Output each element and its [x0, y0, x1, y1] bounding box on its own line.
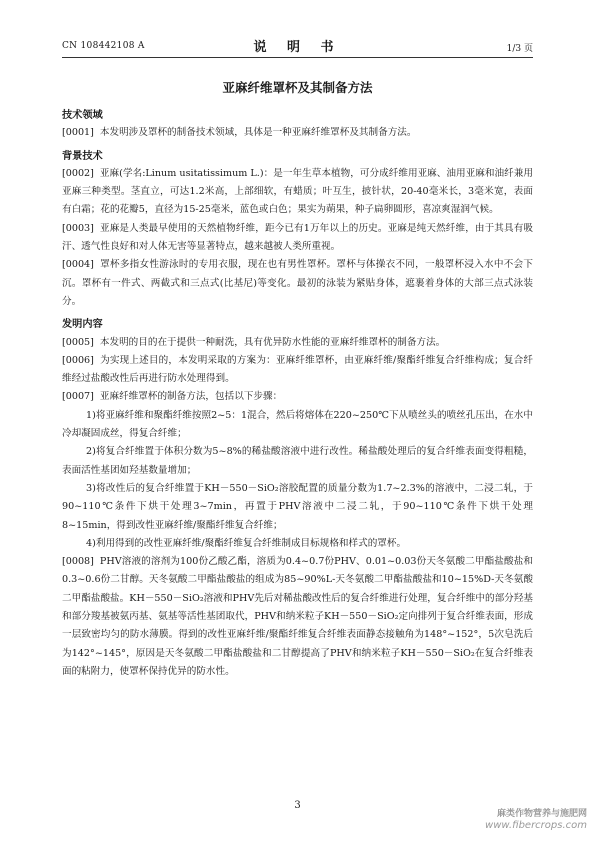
paragraph-0004 — [62, 256, 533, 311]
paragraph-tag: [0005] — [62, 336, 94, 348]
paragraph-tag: [0008] — [62, 556, 94, 568]
paragraph-0001 — [62, 124, 533, 142]
section-heading-invention: 发明内容 — [62, 318, 103, 331]
page-header — [62, 34, 533, 56]
paragraph-0006 — [62, 352, 533, 389]
paragraph-text: 亚麻是人类最早使用的天然植物纤维，距今已有1万年以上的历史。亚麻是纯天然纤维，由于其具有吸汗、透气性良好和对人体无害等显著特点，越来越被人类所重视。 — [62, 222, 533, 253]
paragraph-0005 — [62, 334, 533, 352]
paragraph-text: 本发明涉及罩杯的制备技术领域，具体是一种亚麻纤维罩杯及其制备方法。 — [99, 127, 417, 139]
page-count: 1/3 页 — [506, 44, 533, 54]
document-title: 亚麻纤维罩杯及其制备方法 — [222, 80, 373, 95]
paragraph-0002 — [62, 165, 533, 220]
paragraph-text: 亚麻(学名:Linum usitatissimum L.)：是一年生草本植物，可分成纤维用亚麻、油用亚麻和油纤兼用亚麻三种类型。茎直立，可达1.2米高，上部细软，有蜡质；叶互生，披针状，20-40毫米长，3毫米宽，表面有白霜；花的花瓣5，直径为15-25毫米，蓝色或白色；果实为蒴果，种子扁卵圆形，喜凉爽湿润气候。 — [62, 167, 533, 216]
site-watermark — [485, 808, 587, 832]
paragraph-tag: [0006] — [62, 354, 94, 366]
paragraph-tag: [0007] — [62, 391, 94, 403]
paragraph-text: 本发明的目的在于提供一种耐洗，具有优异防水性能的亚麻纤维罩杯的制备方法。 — [99, 336, 446, 348]
publication-number: CN 108442108 A — [62, 41, 145, 51]
paragraph-0003 — [62, 220, 533, 257]
document-type: 说 明 书 — [253, 40, 342, 55]
paragraph-text: 亚麻纤维罩杯的制备方法，包括以下步骤： — [99, 391, 283, 403]
watermark-url: www.fibercrops.com — [485, 820, 587, 831]
step-3: 3)将改性后的复合纤维置于KH－550－SiO₂溶胶配置的质量分数为1.7~2.3%的溶液中，二浸二轧，于90~110℃条件下烘干处理3~7min，再置于PHV溶液中二浸二轧，于90~110℃条件下烘干处理8~15min，得到改性亚麻纤维/聚酯纤维复合纤维； — [62, 482, 533, 531]
paragraph-tag: [0002] — [62, 167, 94, 179]
paragraph-text: 为实现上述目的，本发明采取的方案为：亚麻纤维罩杯，由亚麻纤维/聚酯纤维复合纤维构成；复合纤维经过盐酸改性后再进行防水处理得到。 — [62, 354, 533, 385]
step-1: 1)将亚麻纤维和聚酯纤维按照2~5：1混合，然后将熔体在220~250℃下从喷丝头的喷丝孔压出，在水中冷却凝固成丝，得复合纤维； — [62, 409, 533, 440]
section-heading-tech-field: 技术领域 — [62, 109, 103, 121]
paragraph-text: PHV溶液的溶剂为100份乙酸乙酯，溶质为0.4~0.7份PHV、0.01~0.03份天冬氨酸二甲酯盐酸盐和0.3~0.6份二甘醇。天冬氨酸二甲酯盐酸盐的组成为85~90%L-天冬氨酸二甲酯盐酸盐和10~15%D-天冬氨酸二甲酯盐酸盐。KH－550－SiO₂溶液和PHV先后对稀盐酸改性后的复合纤维进行处理，复合纤维中的部分羟基和部分羧基被氨丙基、氨基等活性基团取代，PHV和纳米粒子KH－550－SiO₂定向排列于复合纤维表面，形成一层致密均匀的防水薄膜。得到的改性亚麻纤维/聚酯纤维复合纤维表面静态接触角为148°~152°，5次皂洗后为142°~145°，原因是天冬氨酸二甲酯盐酸盐和二甘醇提高了PHV和纳米粒子KH－550－SiO₂在复合纤维表面的粘附力，使罩杯保持优异的防水性。 — [62, 556, 533, 677]
paragraph-tag: [0001] — [62, 127, 94, 139]
step-4: 4)利用得到的改性亚麻纤维/聚酯纤维复合纤维制成目标规格和样式的罩杯。 — [86, 537, 407, 549]
paragraph-tag: [0004] — [62, 259, 94, 271]
paragraph-text: 罩杯多指女性游泳时的专用衣服，现在也有男性罩杯。罩杯与体操衣不同，一般罩杯浸入水中不会下沉。罩杯有一件式、两截式和三点式(比基尼)等变化。最初的泳装为紧贴身体，遮裹着身体的大部三点式泳装分。 — [62, 259, 533, 307]
watermark-site-name: 麻类作物营养与施肥网 — [496, 809, 587, 819]
document-body — [62, 106, 533, 681]
paragraph-tag: [0003] — [62, 222, 94, 234]
header-rule — [62, 57, 533, 58]
page-number: 3 — [294, 800, 301, 811]
section-heading-background: 背景技术 — [62, 149, 103, 162]
paragraph-0008 — [62, 553, 533, 681]
paragraph-0007 — [62, 388, 533, 406]
step-2: 2)将复合纤维置于体积分数为5~8%的稀盐酸溶液中进行改性。稀盐酸处理后的复合纤维表面变得粗糙，表面活性基团如羟基数量增加； — [62, 446, 533, 476]
